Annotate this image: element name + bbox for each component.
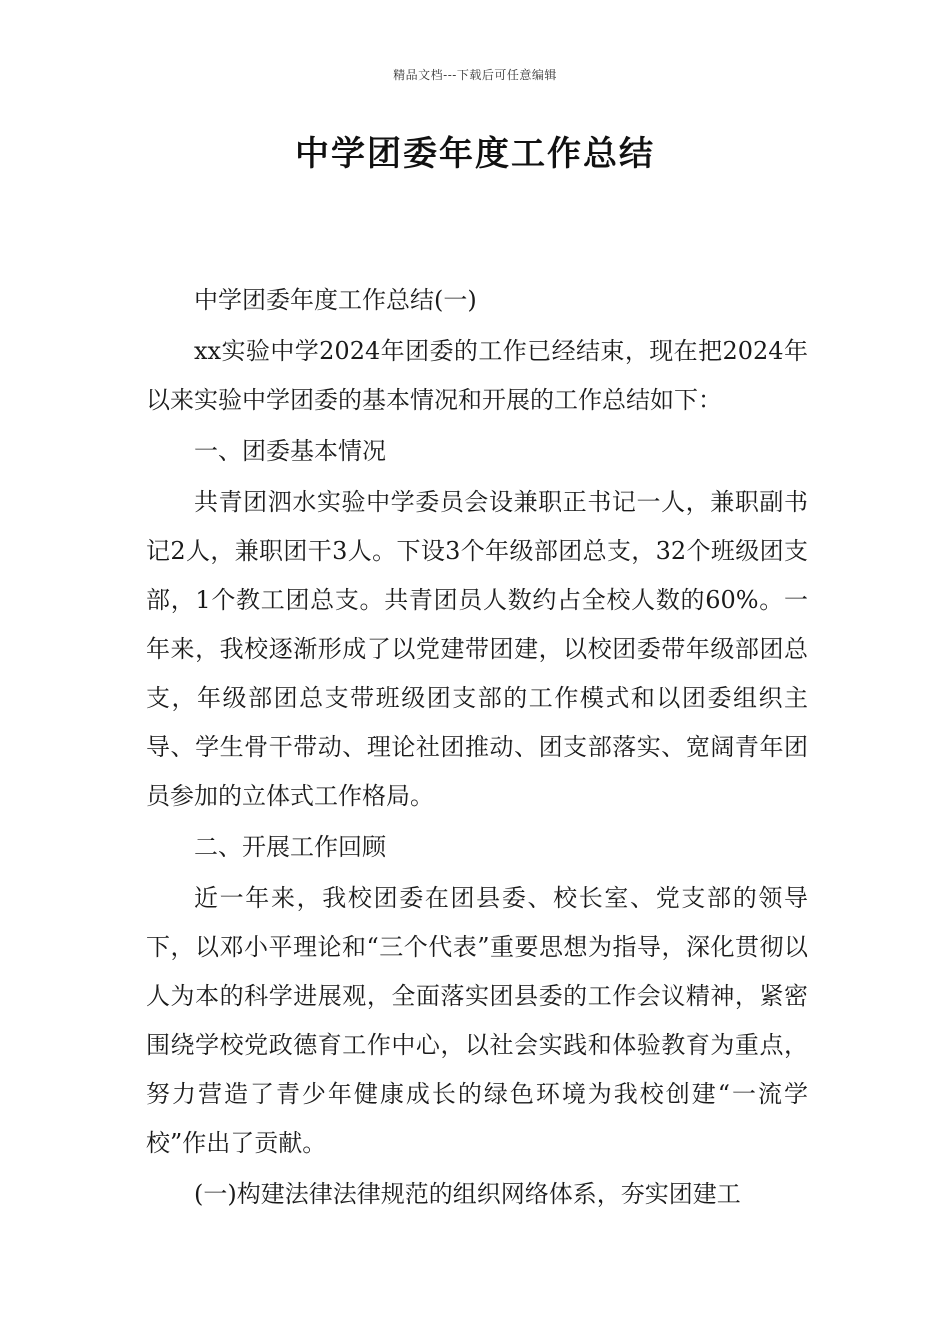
- paragraph-review: 近一年来，我校团委在团县委、校长室、党支部的领导下，以邓小平理论和“三个代表”重要思想为指导，深化贯彻以人为本的科学进展观，全面落实团县委的工作会议精神，紧密围绕学校党政德育工作中心，以社会实践和体验教育为重点，努力营造了青少年健康成长的绿色环境为我校创建“一流学校”作出了贡献。: [146, 884, 808, 1157]
- paragraph-section-heading: 中学团委年度工作总结(一): [194, 286, 477, 314]
- paragraph-basic-info: 共青团泗水实验中学委员会设兼职正书记一人，兼职副书记2人，兼职团干3人。下设3个年级部团总支，32个班级团支部，1个教工团总支。共青团员人数约占全校人数的60%。一年来，我校逐渐形成了以党建带团建，以校团委带年级部团总支，年级部团总支带班级团支部的工作模式和以团委组织主导、学生骨干带动、理论社团推动、团支部落实、宽阔青年团员参加的立体式工作格局。: [146, 488, 808, 810]
- document-body: [146, 276, 808, 1221]
- paragraph-heading-review: 二、开展工作回顾: [194, 833, 386, 861]
- header-note: 精品文档---下载后可任意编辑: [393, 68, 557, 82]
- paragraph-subsection-one: (一)构建法律法律规范的组织网络体系，夯实团建工: [194, 1180, 741, 1208]
- document-title: 中学团委年度工作总结: [295, 134, 655, 174]
- paragraph-heading-basic-info: 一、团委基本情况: [194, 437, 386, 465]
- paragraph-intro: xx实验中学2024年团委的工作已经结束，现在把2024年以来实验中学团委的基本情况和开展的工作总结如下：: [146, 337, 808, 414]
